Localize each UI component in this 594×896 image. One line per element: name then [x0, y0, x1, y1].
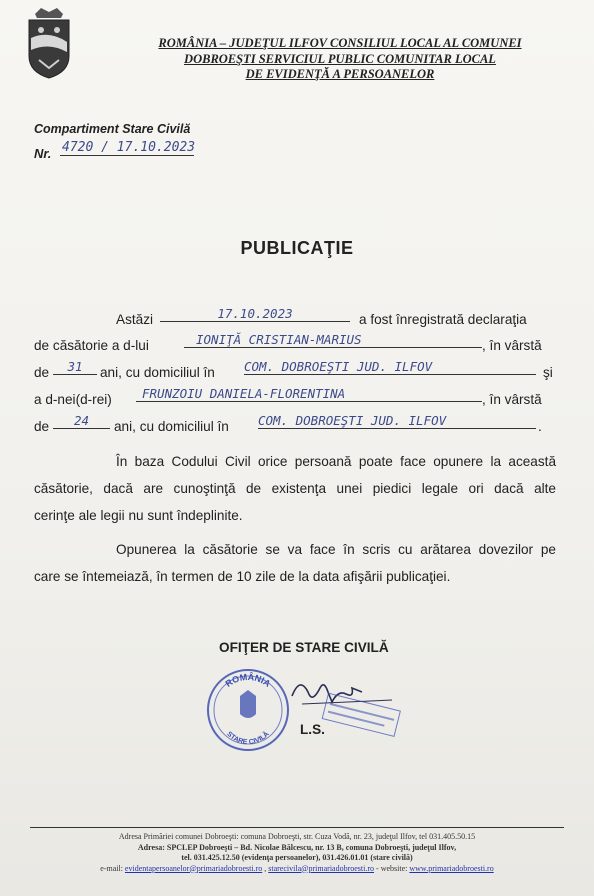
ls-label: L.S. — [300, 722, 325, 737]
bride-age: 24 — [53, 413, 110, 429]
paragraph2-line1: Opunerea la căsătorie se va face în scris cu arătarea dovezilor pe — [116, 542, 556, 557]
department-label: Compartiment Stare Civilă — [34, 122, 191, 136]
paragraph2-line2: care se întemeiază, în termen de 10 zile de la data afişării publicaţiei. — [34, 569, 451, 584]
header-line-3: DE EVIDENŢĂ A PERSOANELOR — [245, 67, 435, 81]
groom-age-label: , în vârstă — [482, 338, 542, 353]
paragraph1-line3: cerinţe ale legii nu sunt îndeplinite. — [34, 508, 243, 523]
and-label: şi — [543, 365, 553, 380]
declaration-date: 17.10.2023 — [160, 306, 350, 322]
procedure-paragraph — [34, 536, 556, 590]
signature — [262, 666, 412, 746]
footer-line-1: Adresa Primăriei comunei Dobroeşti: comuna Dobroeşti, str. Cuza Vodă, nr. 23, judeţul Ilfov, tel 031.405.50.15 — [118, 832, 476, 841]
groom-address: COM. DOBROEŞTI JUD. ILFOV — [244, 359, 536, 375]
end-dot: . — [538, 419, 542, 434]
number-label: Nr. — [34, 146, 52, 161]
bride-name: FRUNZOIU DANIELA-FLORENTINA — [136, 386, 482, 402]
footer-line-4: e-mail: evidentapersoanelor@primariadobroesti.ro , starecivila@primariadobroesti.ro - website: www.primariadobroesti.ro — [100, 863, 494, 873]
registration-number: 4720 / 17.10.2023 — [62, 140, 196, 155]
bride-age-label: , în vârstă — [482, 392, 542, 407]
footer-line-3: tel. 031.425.12.50 (evidenţa persoanelor), 031.426.01.01 (stare civilă) — [181, 853, 413, 862]
astazi-label: Astăzi — [116, 312, 154, 327]
groom-name: IONIŢĂ CRISTIAN-MARIUS — [184, 332, 482, 348]
website-label: website: — [380, 863, 408, 873]
paragraph1-line2: căsătorie, dacă are cunoştinţă de existenţa unei piedici legale ori dacă alte — [34, 481, 556, 496]
email-label: e-mail: — [100, 863, 123, 873]
groom-domicile-label: ani, cu domiciliul în — [100, 365, 215, 380]
marriage-label: de căsătorie a d-lui — [34, 338, 149, 353]
institution-header — [110, 36, 570, 83]
registered-text: a fost înregistrată declaraţia — [359, 312, 527, 327]
bride-address: COM. DOBROEŞTI JUD. ILFOV — [258, 413, 536, 429]
coat-of-arms-icon — [27, 8, 71, 80]
de-label-1: de — [34, 365, 50, 380]
footer — [30, 832, 564, 874]
officer-title: OFIŢER DE STARE CIVILĂ — [219, 640, 389, 655]
email-link-stare-civila[interactable]: starecivila@primariadobroesti.ro — [268, 863, 375, 873]
header-line-1: ROMÂNIA – JUDEŢUL ILFOV CONSILIUL LOCAL AL COMUNEI — [158, 36, 522, 50]
email-link-evidenta[interactable]: evidentapersoanelor@primariadobroesti.ro — [124, 863, 263, 873]
header-line-2: DOBROEŞTI SERVICIUL PUBLIC COMUNITAR LOCAL — [184, 51, 496, 66]
paragraph1-line1: În baza Codului Civil orice persoană poate face opunere la această — [116, 454, 556, 469]
page-title: PUBLICAŢIE — [240, 238, 354, 258]
de-label-2: de — [34, 419, 50, 434]
website-link[interactable]: www.primariadobroesti.ro — [409, 863, 494, 873]
stamp-top-text: ROMÂNIA — [223, 671, 273, 689]
groom-age: 31 — [53, 359, 97, 375]
footer-divider — [30, 827, 564, 828]
stamp-bottom-text: STARE CIVILĂ — [225, 730, 271, 747]
opposition-paragraph — [34, 448, 556, 529]
bride-domicile-label: ani, cu domiciliul în — [114, 419, 229, 434]
bride-label: a d-nei(d-rei) — [34, 392, 112, 407]
footer-line-2: Adresa: SPCLEP Dobroeşti – Bd. Nicolae Bălcescu, nr. 13 B, comuna Dobroeşti, judeţul Ilfov, — [137, 842, 457, 852]
